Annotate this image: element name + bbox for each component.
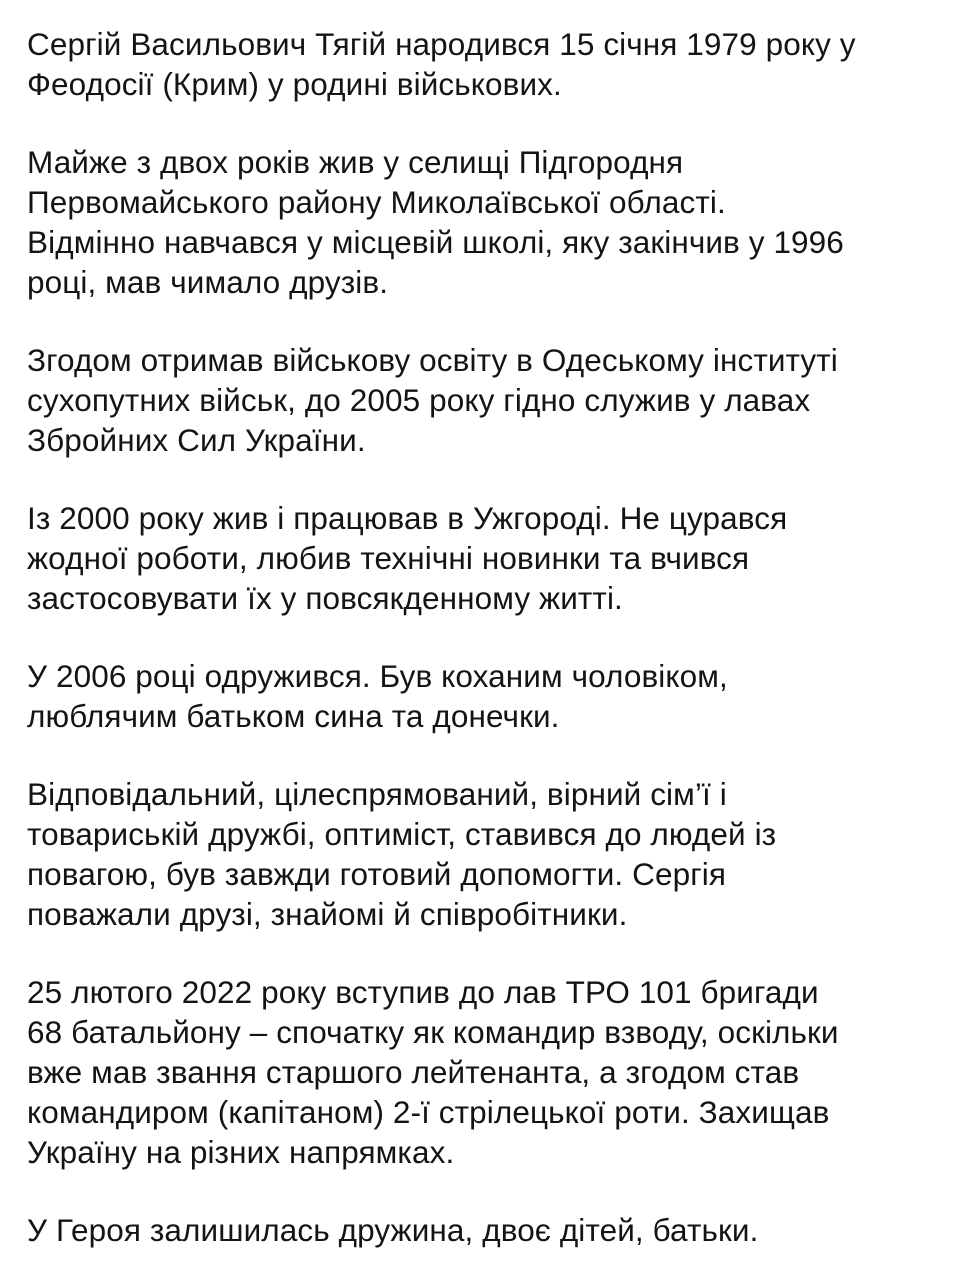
paragraph-character: Відповідальний, цілеспрямований, вірний сім’ї і товариській дружбі, оптиміст, ставився до людей із повагою, був завжди готовий допомогти. Сергія поважали друзі, знайомі й співробітники. [27, 776, 777, 932]
paragraph-military-education: Згодом отримав військову освіту в Одеському інституті сухопутних військ, до 2005 року гідно служив у лавах Збройних Сил України. [27, 342, 838, 458]
paragraph-family: У 2006 році одружився. Був коханим чоловіком, люблячим батьком сина та донечки. [27, 658, 728, 734]
biography-text [27, 24, 927, 1250]
paragraph-childhood: Майже з двох років жив у селищі Підгородня Первомайського району Миколаївської області. Відмінно навчався у місцевій школі, яку закінчив у 1996 році, мав чимало друзів. [27, 144, 844, 300]
paragraph-uzhhorod: Із 2000 року жив і працював в Ужгороді. Не цурався жодної роботи, любив технічні новинки та вчився застосовувати їх у повсякденному житті. [27, 500, 788, 616]
paragraph-survivors: У Героя залишилась дружина, двоє дітей, батьки. [27, 1212, 759, 1248]
paragraph-service-2022: 25 лютого 2022 року вступив до лав ТРО 101 бригади 68 батальйону – спочатку як командир взводу, оскільки вже мав звання старшого лейтенанта, а згодом став командиром (капітаном) 2-ї стрілецької роти. Захищав Україну на різних напрямках. [27, 974, 839, 1170]
paragraph-birth: Сергій Васильович Тягій народився 15 січня 1979 року у Феодосії (Крим) у родині військових. [27, 26, 856, 102]
